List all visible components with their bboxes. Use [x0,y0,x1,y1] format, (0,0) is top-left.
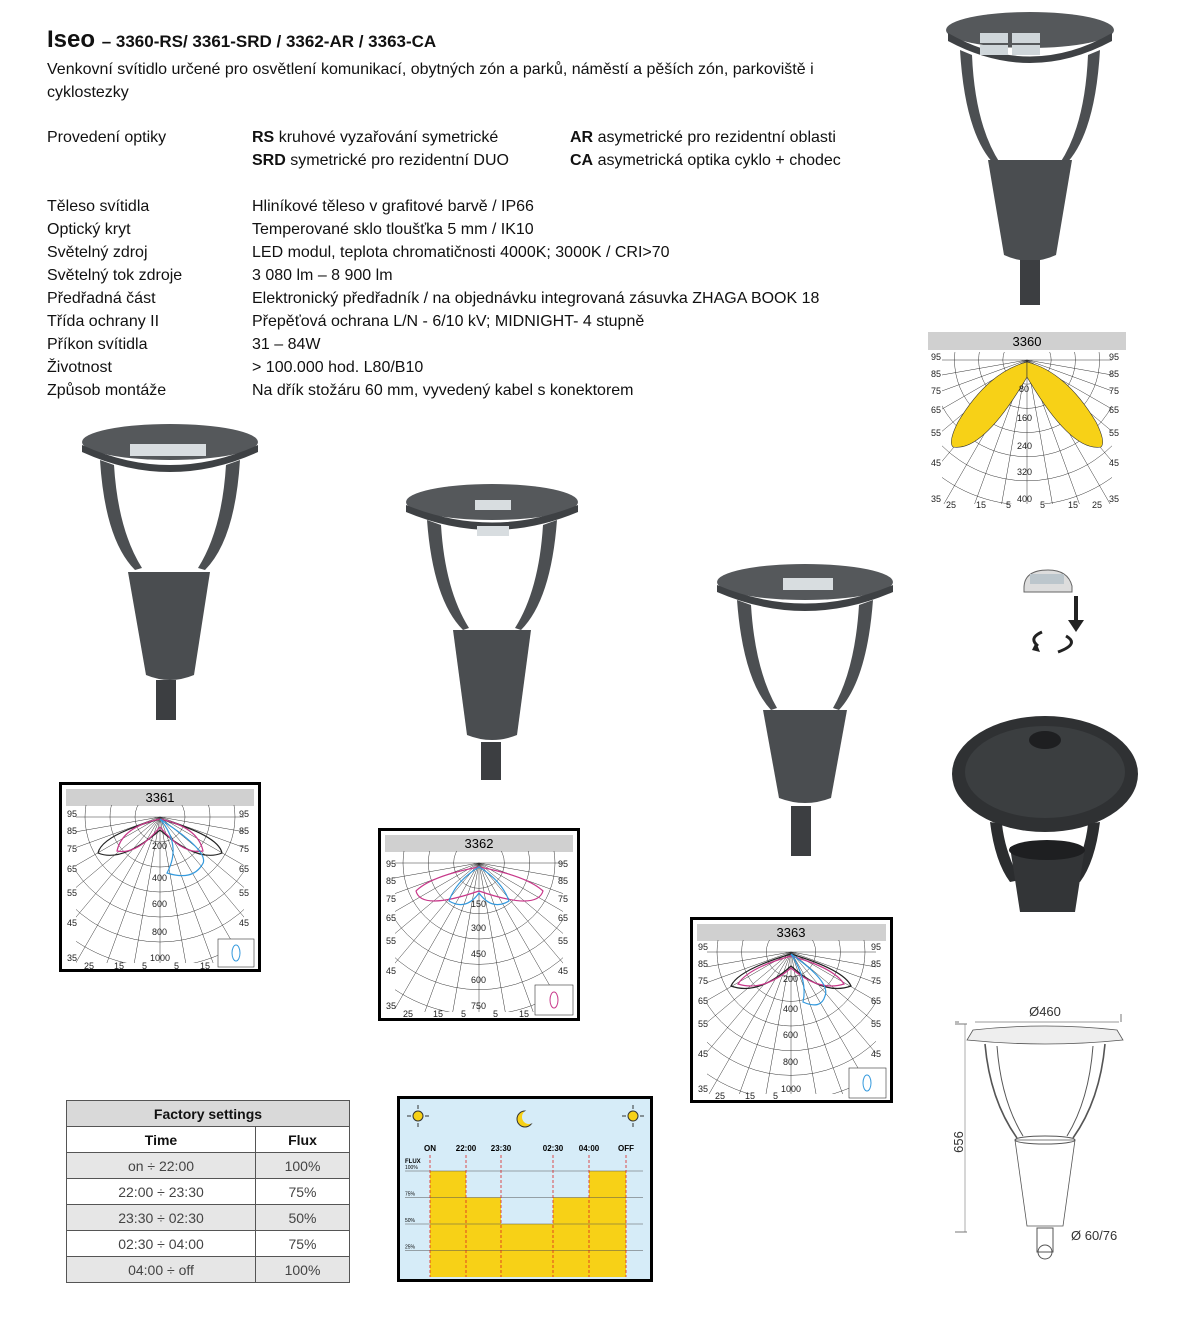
grid-spoke [417,863,479,1018]
polar-title: 3363 [776,925,806,940]
angle-label: 85 [558,876,569,886]
table-row [67,1153,350,1179]
angle-label: 55 [386,936,397,946]
ring-label: 400 [1017,494,1033,504]
angle-label: 55 [239,888,250,898]
angle-label: 25 [403,1009,414,1018]
angle-label: 85 [386,876,397,886]
cell-time: 22:00 ÷ 23:30 [67,1179,256,1205]
ring-label: 80 [1019,384,1030,394]
x-tick-label: OFF [618,1144,634,1153]
cell-time: 23:30 ÷ 02:30 [67,1205,256,1231]
angle-label: 65 [558,913,569,923]
angle-label: 5 [1040,500,1046,510]
angle-label: 55 [871,1019,882,1029]
grid-spoke [479,863,511,1018]
table-row [67,1205,350,1231]
flux-bar [553,1198,589,1278]
angle-label: 5 [493,1009,499,1018]
spec-label: Předřadná část [47,290,156,307]
ring-label: 240 [1017,441,1033,451]
angle-label: 55 [931,428,942,438]
polar-title: 3360 [1012,334,1042,349]
spec-label: Příkon svítidla [47,336,148,353]
angle-label: 15 [519,1009,530,1018]
angle-label: 55 [67,888,78,898]
ring-label: 320 [1017,467,1033,477]
pole-diameter-label: Ø 60/76 [1071,1228,1118,1243]
angle-label: 5 [174,961,180,969]
angle-label: 65 [931,405,942,415]
spec-label: Optický kryt [47,221,131,238]
angle-label: 5 [773,1091,779,1100]
schedule-svg [400,1099,650,1279]
angle-label: 15 [114,961,125,969]
polar-title: 3361 [145,790,175,805]
spec-value: LED modul, teplota chromatičnosti 4000K; 3000K / CRI>70 [252,244,670,261]
product-codes: – 3360-RS/ 3361-SRD / 3362-AR / 3363-CA [101,32,437,51]
grid-spoke [479,863,541,1018]
cell-flux: 100% [256,1257,350,1283]
polar-svg [62,785,258,969]
spec-value: Temperované sklo tloušťka 5 mm / IK10 [252,221,534,238]
module-swap-icon [1018,566,1088,658]
column-header-flux: Flux [256,1127,350,1153]
angle-label: 95 [239,809,250,819]
cell-time: 04:00 ÷ off [67,1257,256,1283]
ring-label: 600 [152,899,168,909]
spec-value: > 100.000 hod. L80/B10 [252,359,424,376]
angle-label: 85 [871,959,882,969]
angle-label: 75 [386,894,397,904]
ring-label: 800 [152,927,168,937]
polar-svg [693,920,890,1100]
ring-label: 600 [783,1030,799,1040]
diameter-label: Ø460 [1029,1004,1061,1019]
dimension-drawing [945,1000,1135,1265]
angle-label: 45 [1109,458,1120,468]
optics-ar: AR asymetrické pro rezidentní oblasti [570,129,836,146]
angle-label: 55 [1109,428,1120,438]
angle-label: 55 [558,936,569,946]
angle-label: 45 [239,918,250,928]
grid-spoke [160,817,191,969]
cell-flux: 75% [256,1179,350,1205]
y-tick-label: 50% [405,1218,416,1224]
angle-label: 85 [67,826,78,836]
angle-label: 75 [698,976,709,986]
ring-label: 400 [152,873,168,883]
dimming-schedule-chart [397,1096,653,1282]
angle-label: 35 [386,1001,397,1011]
angle-label: 25 [84,961,95,969]
angle-label: 45 [698,1049,709,1059]
lamp-photo-3360 [80,420,260,720]
polar-title: 3362 [464,836,494,851]
angle-label: 45 [931,458,942,468]
product-name: Iseo [47,26,96,53]
angle-label: 35 [67,953,78,963]
angle-label: 25 [1092,500,1103,510]
y-tick-label: 75% [405,1191,416,1198]
spec-value: Přepěťová ochrana L/N - 6/10 kV; MIDNIGHT- 4 stupně [252,313,645,330]
angle-label: 75 [871,976,882,986]
optics-rs: RS kruhové vyzařování symetrické [252,129,499,146]
sun-icon [622,1105,644,1127]
angle-label: 85 [931,369,942,379]
ring-label: 750 [471,1001,487,1011]
lamp-photo-3362 [405,480,580,780]
polar-3360 [928,332,1126,510]
moon-icon [517,1110,536,1127]
x-tick-label: 23:30 [490,1144,512,1153]
spec-label: Životnost [47,359,112,376]
table-row [67,1231,350,1257]
ring-label: 450 [471,949,487,959]
angle-label: 45 [386,966,397,976]
x-tick-label: 02:30 [542,1144,564,1153]
sun-icon [407,1105,429,1127]
distribution-right [1027,362,1103,447]
curve-c90 [416,867,543,901]
angle-label: 25 [946,500,957,510]
ring-label: 200 [783,974,799,984]
spec-value: 3 080 lm – 8 900 lm [252,267,393,284]
grid-ring [693,920,890,1075]
angle-label: 15 [433,1009,444,1018]
ring-label: 200 [152,841,168,851]
y-tick-label: 25% [405,1244,416,1251]
polar-3362 [378,828,580,1021]
spec-value: 31 – 84W [252,336,321,353]
ring-label: 150 [471,899,487,909]
distribution-left [951,362,1030,447]
angle-label: 95 [386,859,397,869]
y-tick-label: 100% [405,1165,418,1171]
spec-label: Těleso svítidla [47,198,150,215]
angle-label: 95 [871,942,882,952]
angle-label: 55 [698,1019,709,1029]
x-tick-label: 22:00 [455,1144,477,1153]
lamp-photo-top-right [940,5,1120,305]
angle-label: 85 [239,826,250,836]
x-tick-label: ON [424,1144,436,1153]
ring-label: 160 [1017,413,1033,423]
product-title [47,26,436,54]
spec-value: Hliníkové těleso v grafitové barvě / IP66 [252,198,534,215]
spec-value: Elektronický předřadník / na objednávku integrovaná zásuvka ZHAGA BOOK 18 [252,290,820,307]
cell-flux: 75% [256,1231,350,1257]
cell-flux: 100% [256,1153,350,1179]
angle-label: 95 [1109,352,1120,362]
angle-label: 45 [871,1049,882,1059]
polar-3363 [690,917,893,1103]
angle-label: 95 [67,809,78,819]
ring-label: 300 [471,923,487,933]
y-axis-label: FLUX [405,1159,421,1165]
polar-svg [381,831,577,1018]
grid-spoke [702,952,791,1100]
grid-spoke [129,817,160,969]
spec-label: Třída ochrany II [47,313,160,330]
angle-label: 15 [1068,500,1079,510]
angle-label: 15 [745,1091,756,1100]
optics-label: Provedení optiky [47,129,167,146]
polar-key [535,985,573,1015]
column-header-time: Time [67,1127,256,1153]
ring-label: 400 [783,1004,799,1014]
spec-label: Světelný tok zdroje [47,267,183,284]
height-label: 656 [951,1131,966,1153]
optics-srd: SRD symetrické pro rezidentní DUO [252,152,509,169]
cell-time: 02:30 ÷ 04:00 [67,1231,256,1257]
angle-label: 85 [698,959,709,969]
polar-key [849,1068,886,1098]
angle-label: 5 [142,961,148,969]
angle-label: 85 [1109,369,1120,379]
angle-label: 95 [931,352,942,362]
angle-label: 35 [931,494,942,504]
angle-label: 5 [461,1009,467,1018]
x-tick-label: 04:00 [578,1144,600,1153]
angle-label: 95 [698,942,709,952]
angle-label: 65 [1109,405,1120,415]
ring-label: 1000 [781,1084,802,1094]
angle-label: 75 [239,844,250,854]
ring-label: 800 [783,1057,799,1067]
angle-label: 75 [1109,386,1120,396]
polar-key [218,939,254,967]
angle-label: 65 [239,864,250,874]
angle-label: 95 [558,859,569,869]
angle-label: 65 [67,864,78,874]
flux-bar [466,1198,501,1278]
table-row [67,1179,350,1205]
angle-label: 65 [871,996,882,1006]
angle-label: 75 [558,894,569,904]
ring-label: 600 [471,975,487,985]
angle-label: 5 [1006,500,1012,510]
angle-label: 35 [1109,494,1120,504]
cell-flux: 50% [256,1205,350,1231]
spec-label: Světelný zdroj [47,244,148,261]
angle-label: 75 [931,386,942,396]
angle-label: 65 [698,996,709,1006]
angle-label: 15 [200,961,211,969]
grid-spoke [447,863,479,1018]
factory-settings-table [66,1100,350,1283]
spec-label: Způsob montáže [47,382,167,399]
angle-label: 65 [386,913,397,923]
angle-label: 35 [698,1084,709,1094]
angle-label: 45 [67,918,78,928]
angle-label: 75 [67,844,78,854]
spec-value: Na dřík stožáru 60 mm, vyvedený kabel s konektorem [252,382,634,399]
lamp-top-view-photo [950,712,1140,917]
angle-label: 15 [976,500,987,510]
angle-label: 45 [558,966,569,976]
optics-ca: CA asymetrická optika cyklo + chodec [570,152,841,169]
lamp-photo-3363 [715,560,895,860]
product-description: Venkovní svítidlo určené pro osvětlení komunikací, obytných zón a parků, náměstí a pěších zón, parkoviště i cyklostezky [47,61,814,101]
polar-svg [928,332,1126,510]
table-row [67,1257,350,1283]
cell-time: on ÷ 22:00 [67,1153,256,1179]
ring-label: 1000 [150,953,171,963]
angle-label: 25 [715,1091,726,1100]
polar-3361 [59,782,261,972]
table-title: Factory settings [67,1101,350,1127]
